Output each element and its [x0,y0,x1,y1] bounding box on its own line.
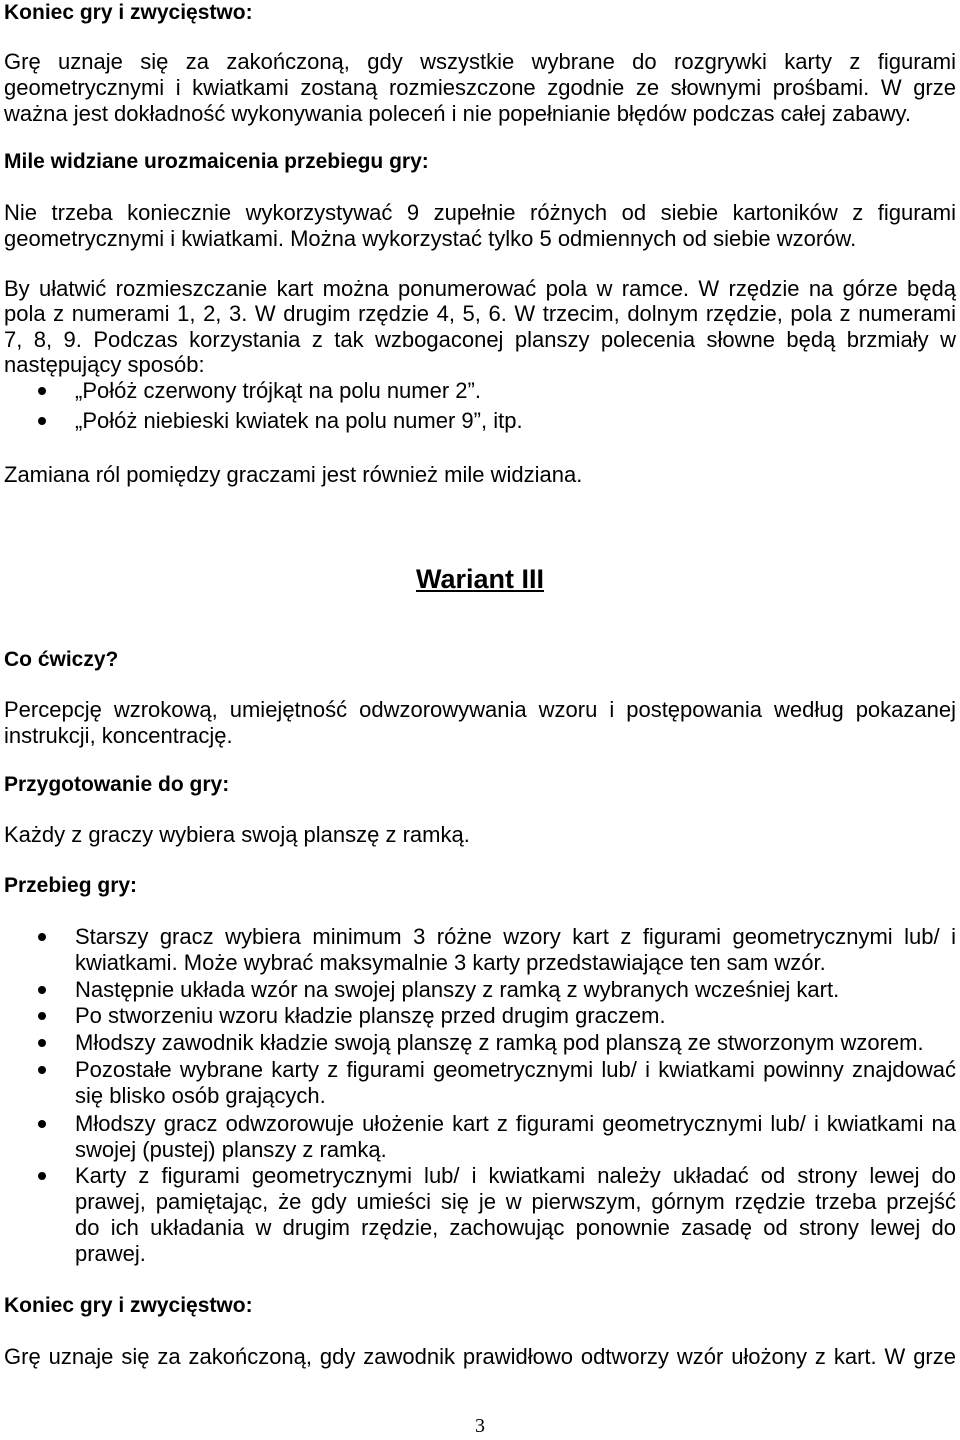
paragraph-line: kwiatkami. Może wybrać maksymalnie 3 karty przedstawiające ten sam wzór. [75,950,826,975]
paragraph-line: Młodszy gracz odwzorowuje ułożenie kart z figurami geometrycznymi lub/ i kwiatkami na [75,1111,956,1136]
list-item-text [75,924,956,976]
paragraph-line: prawej. [75,1241,146,1266]
list-item [4,408,956,434]
paragraph-line: ważna jest dokładność wykonywania poleceń i nie popełnianie błędów podczas całej zabawy. [4,101,912,126]
paragraph: Zamiana ról pomiędzy graczami jest również mile widziana. [4,462,583,487]
list-item [4,924,956,976]
list-item-text [75,1111,956,1163]
section-heading: Mile widziane urozmaicenia przebiegu gry: [4,150,429,173]
list-item [4,977,956,1003]
paragraph-line: się blisko osób grających. [75,1083,326,1108]
paragraph-line: Grę uznaje się za zakończoną, gdy wszystkie wybrane do rozgrywki karty z figurami [4,49,956,74]
paragraph-line: „Połóż niebieski kwiatek na polu numer 9”, itp. [75,408,523,433]
paragraph-line: By ułatwić rozmieszczanie kart można ponumerować pola w ramce. W rzędzie na górze będą [4,276,956,301]
paragraph-line: Po stworzeniu wzoru kładzie planszę przed drugim graczem. [75,1003,666,1028]
section-heading: Przebieg gry: [4,874,138,897]
bullet-icon [38,1039,46,1047]
list-item [4,378,956,404]
list-item-text [75,1163,956,1267]
paragraph [4,276,956,378]
page-number: 3 [475,1415,485,1437]
section-heading: Przygotowanie do gry: [4,773,230,796]
paragraph-line: Karty z figurami geometrycznymi lub/ i kwiatkami należy układać od strony lewej do [75,1163,956,1188]
paragraph-line: do ich układania w drugim rzędzie, zachowując ponownie zasadę od strony lewej do [75,1215,956,1240]
paragraph-line: Nie trzeba koniecznie wykorzystywać 9 zupełnie różnych od siebie kartoników z figurami [4,200,956,225]
bullet-icon [38,387,46,395]
paragraph-line: instrukcji, koncentrację. [4,723,233,748]
paragraph-line: prawej, pamiętając, że gdy umieści się je w pierwszym, górnym rzędzie trzeba przejść [75,1189,956,1214]
paragraph-line: pola z numerami 1, 2, 3. W drugim rzędzie 4, 5, 6. W trzecim, dolnym rzędzie, pola z numerami [4,301,956,327]
list-item-text [75,408,956,434]
list-item [4,1057,956,1109]
list-item [4,1111,956,1163]
list-item [4,1003,956,1029]
paragraph-line: Młodszy zawodnik kładzie swoją planszę z ramką pod planszą ze stworzonym wzorem. [75,1030,924,1055]
paragraph-line: geometrycznymi i kwiatkami zostaną rozmieszczone zgodnie ze słownymi prośbami. W grze [4,75,956,100]
paragraph-line: „Połóż czerwony trójkąt na polu numer 2”. [75,378,481,403]
section-heading: Co ćwiczy? [4,648,119,671]
paragraph-line: Percepcję wzrokową, umiejętność odwzorowywania wzoru i postępowania według pokazanej [4,697,956,722]
bullet-icon [38,1120,46,1128]
paragraph-line: Następnie układa wzór na swojej planszy z ramką z wybranych wcześniej kart. [75,977,840,1002]
paragraph [4,49,956,127]
list-item-text [75,1057,956,1109]
list-item [4,1163,956,1267]
list-item-text [75,1030,956,1056]
list-item [4,1030,956,1056]
bullet-icon [38,933,46,941]
bullet-icon [38,1012,46,1020]
paragraph-line: Pozostałe wybrane karty z figurami geometrycznymi lub/ i kwiatkami powinny znajdować [75,1057,956,1082]
paragraph-line: geometrycznymi i kwiatkami. Można wykorzystać tylko 5 odmiennych od siebie wzorów. [4,226,857,251]
paragraph-line: 7, 8, 9. Podczas korzystania z tak wzbogaconej planszy polecenia słowne będą brzmiały w [4,326,956,352]
bullet-icon [38,1172,46,1180]
section-heading: Koniec gry i zwycięstwo: [4,1,253,24]
list-item-text [75,977,956,1003]
paragraph-line: Starszy gracz wybiera minimum 3 różne wzory kart z figurami geometrycznymi lub/ i [75,924,956,949]
variant-title: Wariant III [415,564,544,594]
bullet-icon [38,417,46,425]
paragraph-line: swojej (pustej) planszy z ramką. [75,1137,387,1162]
section-heading: Koniec gry i zwycięstwo: [4,1294,253,1317]
paragraph-line: następujący sposób: [4,352,205,378]
bullet-icon [38,986,46,994]
paragraph [4,200,956,252]
list-item-text [75,378,956,404]
list-item-text [75,1003,956,1029]
paragraph: Każdy z graczy wybiera swoją planszę z ramką. [4,822,470,847]
bullet-icon [38,1066,46,1074]
paragraph [4,697,956,749]
paragraph-line: Grę uznaje się za zakończoną, gdy zawodnik prawidłowo odtworzy wzór ułożony z kart. W grze [4,1344,956,1369]
paragraph [4,1344,956,1370]
